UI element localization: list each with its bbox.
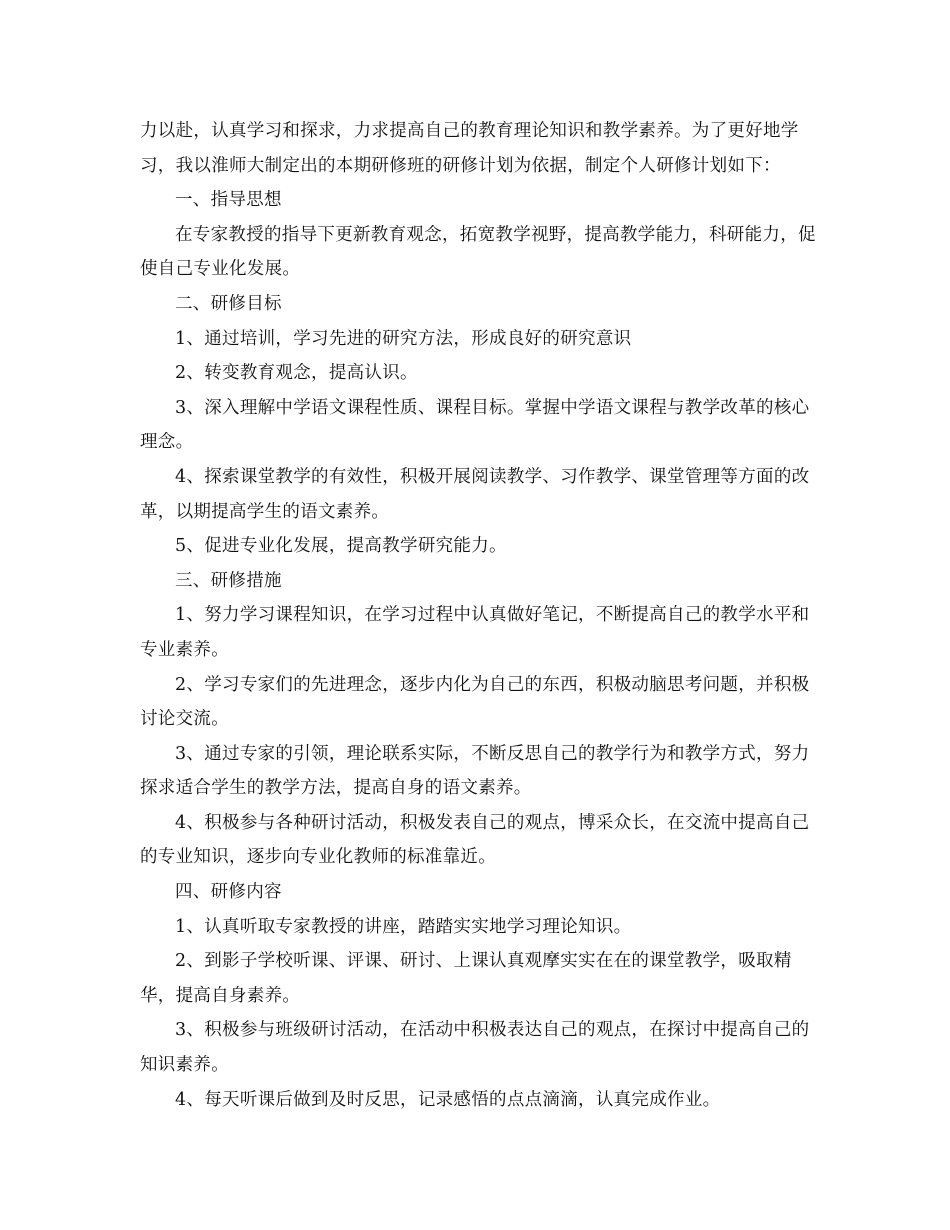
section-heading-guiding-thought: 一、指导思想 <box>175 190 282 211</box>
paragraph-intro-continuation: 力以赴，认真学习和探求，力求提高自己的教育理论知识和教学素养。为了更好地学习，我以淮师大制定出的本期研修班的研修计划为依据，制定个人研修计划如下： <box>140 121 799 176</box>
list-item-content-3: 3、积极参与班级研讨活动，在活动中积极表达自己的观点，在探讨中提高自己的知识素养。 <box>140 1020 810 1076</box>
list-item-content-4: 4、每天听课后做到及时反思，记录感悟的点点滴滴，认真完成作业。 <box>175 1089 721 1110</box>
list-item-measure-2: 2、学习专家们的先进理念，逐步内化为自己的东西，积极动脑思考问题，并积极讨论交流。 <box>140 674 810 730</box>
list-item-content-1: 1、认真听取专家教授的讲座，踏踏实实地学习理论知识。 <box>175 916 632 937</box>
document-body <box>140 114 820 1117</box>
list-item-measure-4: 4、积极参与各种研讨活动，积极发表自己的观点，博采众长，在交流中提高自己的专业知识，逐步向专业化教师的标准靠近。 <box>140 812 810 868</box>
list-item-content-2: 2、到影子学校听课、评课、研讨、上课认真观摩实实在在的课堂教学，吸取精华，提高自身素养。 <box>140 951 792 1006</box>
list-item-measure-1: 1、努力学习课程知识，在学习过程中认真做好笔记，不断提高自己的教学水平和专业素养。 <box>140 605 810 660</box>
section-heading-study-measures: 三、研修措施 <box>175 570 282 591</box>
paragraph-guiding-thought: 在专家教授的指导下更新教育观念，拓宽教学视野，提高教学能力，科研能力，促使自己专业化发展。 <box>140 224 816 280</box>
list-item-goal-2: 2、转变教育观念，提高认识。 <box>175 363 418 384</box>
list-item-goal-1: 1、通过培训，学习先进的研究方法，形成良好的研究意识 <box>175 328 632 349</box>
section-heading-study-goals: 二、研修目标 <box>175 293 282 314</box>
section-heading-study-content: 四、研修内容 <box>175 882 282 903</box>
list-item-goal-4: 4、探索课堂教学的有效性，积极开展阅读教学、习作教学、课堂管理等方面的改革，以期提高学生的语文素养。 <box>140 466 810 522</box>
list-item-goal-5: 5、促进专业化发展，提高教学研究能力。 <box>175 536 507 557</box>
list-item-measure-3: 3、通过专家的引领，理论联系实际，不断反思自己的教学行为和教学方式，努力探求适合学生的教学方法，提高自身的语文素养。 <box>140 743 810 799</box>
list-item-goal-3: 3、深入理解中学语文课程性质、课程目标。掌握中学语文课程与教学改革的核心理念。 <box>140 397 810 453</box>
